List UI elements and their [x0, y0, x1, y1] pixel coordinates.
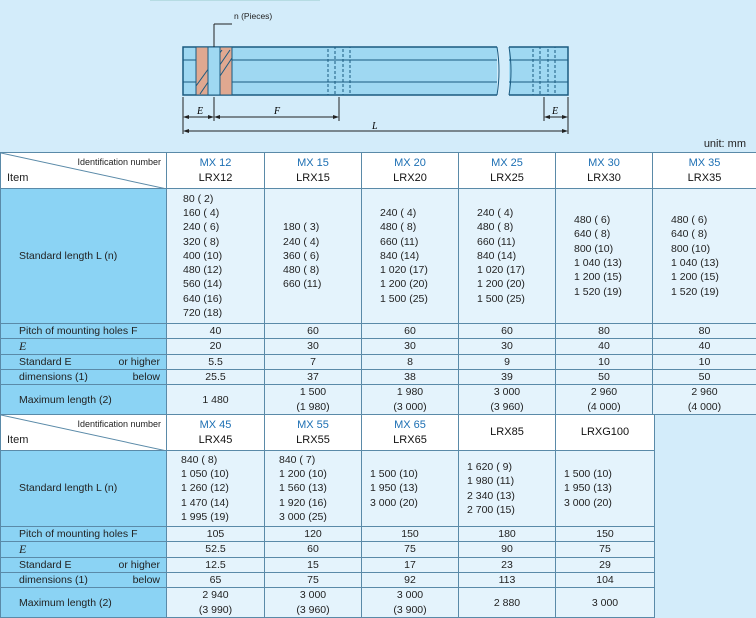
standard-length-entry: 660 (11): [283, 277, 361, 291]
standard-length-entry: 1 920 (16): [279, 496, 361, 510]
item-label: Item: [7, 171, 28, 185]
max-length-cell: 2 940 (3 990): [167, 588, 265, 618]
row-label-standard-length: Standard length L (n): [1, 189, 167, 324]
pitch-value: 80: [653, 324, 756, 339]
spec-table-2: [0, 414, 655, 618]
standard-length-entry: 480 ( 6): [671, 213, 756, 227]
standard-length-entry: 640 (16): [183, 292, 264, 306]
std-e-below-value: 50: [556, 369, 653, 384]
model-header: MX 20 LRX20: [362, 153, 459, 189]
standard-length-cell: [459, 451, 556, 527]
model-header: MX 15 LRX15: [265, 153, 362, 189]
standard-length-entry: 180 ( 3): [283, 220, 361, 234]
standard-length-entry: 1 950 (13): [370, 481, 458, 495]
standard-length-cell: [167, 451, 265, 527]
e-value: 40: [556, 339, 653, 354]
max-length-cell: 1 980 (3 000): [362, 385, 459, 415]
standard-length-entry: 1 200 (10): [279, 467, 361, 481]
standard-length-entry: 240 ( 4): [283, 235, 361, 249]
standard-length-entry: 1 470 (14): [181, 496, 264, 510]
standard-length-entry: 640 ( 8): [671, 227, 756, 241]
e-value: 90: [459, 542, 556, 557]
label-L: L: [371, 121, 378, 132]
max-length-cell: 2 960 (4 000): [556, 385, 653, 415]
model-header: MX 12 LRX12: [167, 153, 265, 189]
standard-length-entry: 840 ( 7): [279, 453, 361, 467]
std-e-higher-value: 9: [459, 354, 556, 369]
standard-length-entry: 1 200 (20): [380, 277, 458, 291]
model-header: MX 45 LRX45: [167, 415, 265, 451]
std-e-below-value: 37: [265, 369, 362, 384]
standard-length-entry: 1 950 (13): [564, 481, 654, 495]
max-length-cell: 1 480: [167, 385, 265, 415]
std-e-below-value: 25.5: [167, 369, 265, 384]
standard-length-cell: [653, 189, 756, 324]
standard-length-cell: [459, 189, 556, 324]
standard-length-entry: 1 500 (25): [380, 292, 458, 306]
pitch-value: 60: [362, 324, 459, 339]
std-e-higher-value: 5.5: [167, 354, 265, 369]
row-label-max-length: Maximum length (2): [1, 385, 167, 415]
model-header: LRXG100: [556, 415, 655, 451]
pitch-value: 180: [459, 527, 556, 542]
e-value: 20: [167, 339, 265, 354]
std-e-below-value: 92: [362, 572, 459, 587]
standard-length-entry: 1 500 (10): [370, 467, 458, 481]
standard-length-entry: 480 ( 6): [574, 213, 652, 227]
std-e-below-value: 113: [459, 572, 556, 587]
standard-length-entry: 2 340 (13): [467, 489, 555, 503]
max-length-cell: 3 000: [556, 588, 655, 618]
identification-number-label: Identification number: [77, 155, 161, 169]
standard-length-cell: [265, 451, 362, 527]
model-header: MX 30 LRX30: [556, 153, 653, 189]
label-E-right: E: [551, 106, 558, 117]
standard-length-entry: 1 020 (17): [380, 263, 458, 277]
header-corner: [1, 415, 167, 451]
standard-length-entry: 3 000 (25): [279, 510, 361, 524]
standard-length-entry: 660 (11): [477, 235, 555, 249]
standard-length-entry: 1 050 (10): [181, 467, 264, 481]
standard-length-entry: 2 700 (15): [467, 503, 555, 517]
standard-length-entry: 1 200 (20): [477, 277, 555, 291]
row-label-std-e-higher: Standard E or higher: [1, 557, 167, 572]
model-header: LRX85: [459, 415, 556, 451]
pitch-value: 80: [556, 324, 653, 339]
standard-length-entry: 840 (14): [477, 249, 555, 263]
standard-length-entry: 1 500 (10): [564, 467, 654, 481]
std-e-higher-value: 10: [556, 354, 653, 369]
std-e-higher-value: 12.5: [167, 557, 265, 572]
standard-length-entry: 1 020 (17): [477, 263, 555, 277]
std-e-below-value: 75: [265, 572, 362, 587]
max-length-cell: 1 500 (1 980): [265, 385, 362, 415]
standard-length-entry: 240 ( 4): [477, 206, 555, 220]
standard-length-entry: 480 ( 8): [477, 220, 555, 234]
standard-length-entry: 560 (14): [183, 277, 264, 291]
model-header: MX 25 LRX25: [459, 153, 556, 189]
standard-length-entry: 480 ( 8): [380, 220, 458, 234]
pitch-value: 120: [265, 527, 362, 542]
e-value: 52.5: [167, 542, 265, 557]
standard-length-cell: [265, 189, 362, 324]
pitch-value: 105: [167, 527, 265, 542]
pitch-value: 150: [556, 527, 655, 542]
std-e-higher-value: 7: [265, 354, 362, 369]
standard-length-entry: 1 200 (15): [574, 270, 652, 284]
standard-length-entry: 1 040 (13): [574, 256, 652, 270]
model-header: MX 65 LRX65: [362, 415, 459, 451]
max-length-cell: 2 960 (4 000): [653, 385, 756, 415]
row-label-e: E: [1, 339, 167, 354]
pitch-value: 150: [362, 527, 459, 542]
std-e-higher-value: 8: [362, 354, 459, 369]
e-value: 60: [265, 542, 362, 557]
std-e-higher-value: 10: [653, 354, 756, 369]
standard-length-entry: 840 (14): [380, 249, 458, 263]
standard-length-entry: 400 (10): [183, 249, 264, 263]
pitch-value: 60: [265, 324, 362, 339]
max-length-cell: 3 000 (3 900): [362, 588, 459, 618]
standard-length-entry: 640 ( 8): [574, 227, 652, 241]
max-length-cell: 3 000 (3 960): [265, 588, 362, 618]
row-label-std-e-below: dimensions (1) below: [1, 572, 167, 587]
std-e-below-value: 65: [167, 572, 265, 587]
standard-length-entry: 800 (10): [671, 242, 756, 256]
header-corner: [1, 153, 167, 189]
standard-length-entry: 1 520 (19): [671, 285, 756, 299]
standard-length-entry: 1 500 (25): [477, 292, 555, 306]
standard-length-entry: 800 (10): [574, 242, 652, 256]
standard-length-entry: 1 980 (11): [467, 474, 555, 488]
e-value: 75: [362, 542, 459, 557]
standard-length-entry: 480 (12): [183, 263, 264, 277]
e-value: 30: [265, 339, 362, 354]
std-e-below-value: 39: [459, 369, 556, 384]
row-label-std-e-below: dimensions (1) below: [1, 369, 167, 384]
e-value: 75: [556, 542, 655, 557]
label-n-pieces: n (Pieces): [234, 11, 272, 21]
std-e-higher-value: 23: [459, 557, 556, 572]
model-header: MX 55 LRX55: [265, 415, 362, 451]
std-e-below-value: 104: [556, 572, 655, 587]
standard-length-entry: 360 ( 6): [283, 249, 361, 263]
e-value: 30: [459, 339, 556, 354]
rail-dimension-drawing: [0, 0, 756, 140]
spec-table-1: [0, 152, 756, 415]
standard-length-entry: 480 ( 8): [283, 263, 361, 277]
row-label-max-length: Maximum length (2): [1, 588, 167, 618]
row-label-pitch: Pitch of mounting holes F: [1, 324, 167, 339]
max-length-cell: 3 000 (3 960): [459, 385, 556, 415]
model-header: MX 35 LRX35: [653, 153, 756, 189]
standard-length-entry: 160 ( 4): [183, 206, 264, 220]
standard-length-cell: [167, 189, 265, 324]
e-value: 30: [362, 339, 459, 354]
standard-length-entry: 1 520 (19): [574, 285, 652, 299]
row-label-standard-length: Standard length L (n): [1, 451, 167, 527]
standard-length-entry: 240 ( 6): [183, 220, 264, 234]
label-F: F: [273, 106, 281, 117]
pitch-value: 60: [459, 324, 556, 339]
std-e-below-value: 38: [362, 369, 459, 384]
std-e-higher-value: 29: [556, 557, 655, 572]
std-e-higher-value: 15: [265, 557, 362, 572]
standard-length-cell: [556, 189, 653, 324]
standard-length-cell: [556, 451, 655, 527]
e-value: 40: [653, 339, 756, 354]
row-label-std-e-higher: Standard E or higher: [1, 354, 167, 369]
standard-length-entry: 3 000 (20): [564, 496, 654, 510]
standard-length-entry: 320 ( 8): [183, 235, 264, 249]
unit-label: unit: mm: [704, 138, 746, 150]
standard-length-entry: 240 ( 4): [380, 206, 458, 220]
standard-length-entry: 1 560 (13): [279, 481, 361, 495]
std-e-below-value: 50: [653, 369, 756, 384]
standard-length-entry: 1 260 (12): [181, 481, 264, 495]
row-label-e: E: [1, 542, 167, 557]
standard-length-entry: 80 ( 2): [183, 192, 264, 206]
pitch-value: 40: [167, 324, 265, 339]
standard-length-entry: 3 000 (20): [370, 496, 458, 510]
std-e-higher-value: 17: [362, 557, 459, 572]
standard-length-entry: 1 040 (13): [671, 256, 756, 270]
standard-length-cell: [362, 451, 459, 527]
standard-length-entry: 840 ( 8): [181, 453, 264, 467]
label-E-left: E: [196, 106, 203, 117]
item-label: Item: [7, 433, 28, 447]
standard-length-entry: 1 995 (19): [181, 510, 264, 524]
row-label-pitch: Pitch of mounting holes F: [1, 527, 167, 542]
standard-length-entry: 1 200 (15): [671, 270, 756, 284]
standard-length-entry: 660 (11): [380, 235, 458, 249]
identification-number-label: Identification number: [77, 417, 161, 431]
max-length-cell: 2 880: [459, 588, 556, 618]
standard-length-entry: 1 620 ( 9): [467, 460, 555, 474]
standard-length-entry: 720 (18): [183, 306, 264, 320]
standard-length-cell: [362, 189, 459, 324]
